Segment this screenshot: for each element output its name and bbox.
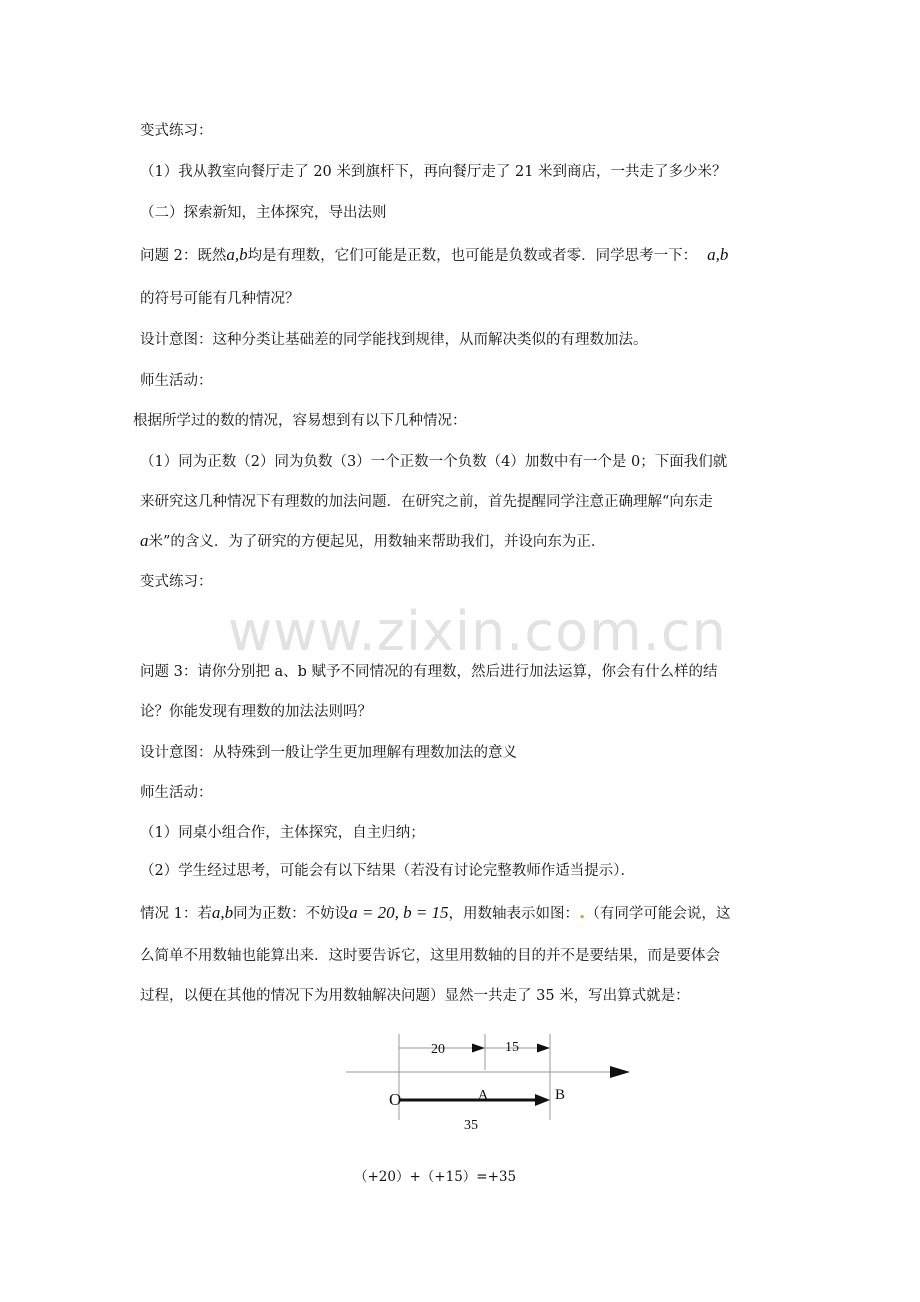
math-expression: a = 20, b = 15 [349,903,449,922]
text-segment: ，用数轴表示如图： [448,906,580,922]
text-segment: 同为正数：不妨设 [233,906,350,922]
text-line: （1）同桌小组合作，主体探究，自主归纳； [140,825,425,841]
math-expression: a,b [211,903,234,922]
text-segment: 情况 1：若 [140,906,212,922]
total-arrowhead [535,1094,550,1106]
text-line: （2）学生经过思考，可能会有以下结果（若没有讨论完整教师作适当提示）． [140,863,635,879]
math-expression: a,b [707,245,729,264]
formula: （+20）+（+15）=+35 [354,1169,517,1185]
text-line: 设计意图：这种分类让基础差的同学能找到规律，从而解决类似的有理数加法。 [140,332,648,348]
text-line: 问题 3：请你分别把 a、b 赋予不同情况的有理数，然后进行加法运算，你会有什么样的结 [140,664,718,680]
text-line: 过程，以便在其他的情况下为用数轴解决问题）显然一共走了 35 米，写出算式就是： [140,988,690,1004]
marker-dot: . [579,902,586,923]
text-segment: （有同学可能会说，这 [585,906,731,922]
text-segment: 均是有理数，它们可能是正数，也可能是负数或者零．同学思考一下： [247,248,698,264]
text-segment: 米”的含义．为了研究的方便起见，用数轴来帮助我们，并设向东为正． [148,534,606,550]
label-20: 20 [431,1042,445,1057]
text-line: 来研究这几种情况下有理数的加法问题．在研究之前，首先提醒同学注意正确理解“向东走 [140,494,713,510]
text-line: 师生活动： [140,373,213,389]
label-35: 35 [464,1118,478,1133]
segment-15-arrowhead [537,1044,550,1053]
text-line: 设计意图：从特殊到一般让学生更加理解有理数加法的意义 [140,745,517,761]
text-line: 变式练习： [140,123,213,139]
text-line: 变式练习： [140,574,213,590]
label-15: 15 [505,1040,519,1055]
math-expression: a [140,531,149,550]
axis-arrowhead [610,1066,630,1078]
label-A: A [478,1088,489,1103]
text-line: （1）同为正数（2）同为负数（3）一个正数一个负数（4）加数中有一个是 0；下面我们就 [140,454,728,470]
math-expression: a,b [226,245,248,264]
text-line: 么简单不用数轴也能算出来．这时要告诉它，这里用数轴的目的并不是要结果，而是要体会 [140,948,720,964]
text-line: 的符号可能有几种情况？ [140,291,300,307]
text-line: 根据所学过的数的情况，容易想到有以下几种情况： [133,413,467,429]
label-O: O [389,1090,402,1109]
text-line: （1）我从教室向餐厅走了 20 米到旗杆下，再向餐厅走了 21 米到商店，一共走了多少米？ [140,164,727,180]
text-line: 师生活动： [140,785,213,801]
watermark: www.zixin.com.cn [228,600,727,663]
segment-20-arrowhead [472,1044,485,1053]
text-line: 论？你能发现有理数的加法法则吗？ [140,704,372,720]
label-B: B [555,1087,566,1103]
text-segment: 问题 2：既然 [140,248,227,264]
text-line: （二）探索新知，主体探究，导出法则 [140,205,387,221]
